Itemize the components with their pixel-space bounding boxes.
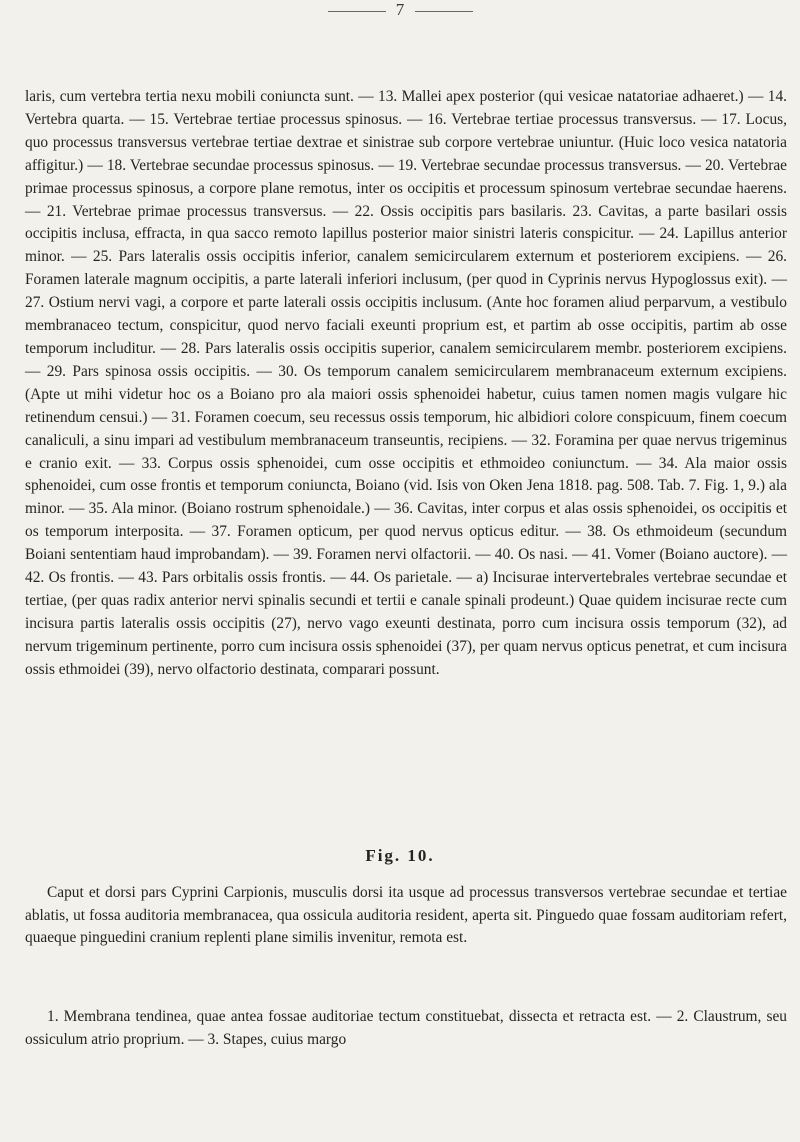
page-number: 7: [395, 0, 405, 19]
page-mark: [0, 0, 800, 20]
figure-legend: 1. Membrana tendinea, quae antea fossae auditoriae tectum constituebat, dissecta et retracta est. — 2. Claustrum, seu ossiculum atrio proprium. — 3. Stapes, cuius margo: [25, 1008, 787, 1048]
header-rule-left: [328, 11, 386, 12]
figure-explanation-paragraph: laris, cum vertebra tertia nexu mobili coniuncta sunt. — 13. Mallei apex posterior (qui vesicae natatoriae adhaeret.) — 14. Vertebra quarta. — 15. Vertebrae tertiae processus spinosus. — 16. Vertebrae tertiae processus transversus. — 17. Locus, quo processus transversus vertebrae tertiae dextrae et sinistrae sub corpore vertebrae uniuntur. (Huic loco vesica natatoria affigitur.) — 18. Vertebrae secundae processus spinosus. — 19. Vertebrae secundae processus transversus. — 20. Vertebrae primae processus spinosus, a corpore plane remotus, inter os occipitis et processum spinosum vertebrae secundae haerens. — 21. Vertebrae primae processus transversus. — 22. Ossis occipitis pars basilaris. 23. Cavitas, a parte basilari ossis occipitis inclusa, effracta, in qua sacco remoto lapillus posterior maior sinistri lateris conspicitur. — 24. Lapillus anterior minor. — 25. Pars lateralis ossis occipitis inferior, canalem semicircularem externum et posteriorem excipiens. — 26. Foramen laterale magnum occipitis, a parte laterali inferiori inclusum, (per quod in Cyprinis nervus Hypoglossus exit). — 27. Ostium nervi vagi, a corpore et parte laterali ossis occipitis inclusum. (Ante hoc foramen aliud perparvum, a vestibulo membranaceo tectum, conspicitur, quod nervo faciali exeunti proprium est, et partim ab osse occipitis, partim ab osse temporum includitur. — 28. Pars lateralis ossis occipitis superior, canalem semicircularem membr. posteriorem excipiens. — 29. Pars spinosa ossis occipitis. — 30. Os temporum canalem semicircularem membranaceum externum excipiens. (Apte ut mihi videtur hoc os a Boiano pro ala maiori ossis sphenoidei habetur, cuius tamen nomen magis vulgare hic retinendum censui.) — 31. Foramen coecum, seu recessus ossis temporum, hic albidiori colore conspicuum, finem coecum canaliculi, a sinu impari ad vestibulum membranaceum transeuntis, recipiens. — 32. Foramina per quae nervus trigeminus e cranio exit. — 33. Corpus ossis sphenoidei, cum osse occipitis et ethmoideo coniunctum. — 34. Ala maior ossis sphenoidei, cum osse frontis et temporum coniuncta, Boiano (vid. Isis von Oken Jena 1818. pag. 508. Tab. 7. Fig. 1, 9.) ala minor. — 35. Ala minor. (Boiano rostrum sphenoidale.) — 36. Cavitas, inter corpus et alas ossis sphenoidei, os occipitis et os temporum interposita. — 37. Foramen opticum, per quod nervus opticus editur. — 38. Os ethmoideum (secundum Boiani sententiam haud improbandam). — 39. Foramen nervi olfactorii. — 40. Os nasi. — 41. Vomer (Boiano auctore). — 42. Os frontis. — 43. Pars orbitalis ossis frontis. — 44. Os parietale. — a) Incisurae intervertebrales vertebrae secundae et tertiae, (per quas radix anterior nervi spinalis secundi et tertii e canale spinali prodeunt.) Quae quidem incisurae recte cum incisura partis lateralis ossis occipitis (27), nervo vago exeunti destinata, porro cum incisura ossis temporum (32), ad nervum trigeminum pertinente, porro cum incisura ossis sphenoidei (37), per quam nervus opticus penetrat, et cum incisura ossis ethmoidei (39), nervo olfactorio destinata, comparari possunt.: [25, 88, 787, 678]
header-rule-right: [415, 11, 473, 12]
figure-heading: Fig. 10.: [365, 846, 435, 865]
figure-caption: Caput et dorsi pars Cyprini Carpionis, musculis dorsi ita usque ad processus transversos vertebrae secundae et tertiae ablatis, ut fossa auditoria membranacea, qua ossicula auditoria resident, aperta sit. Pinguedo quae fossam auditoriam refert, quaeque pinguedini cranium replenti plane similis invenitur, remota est.: [25, 884, 787, 946]
